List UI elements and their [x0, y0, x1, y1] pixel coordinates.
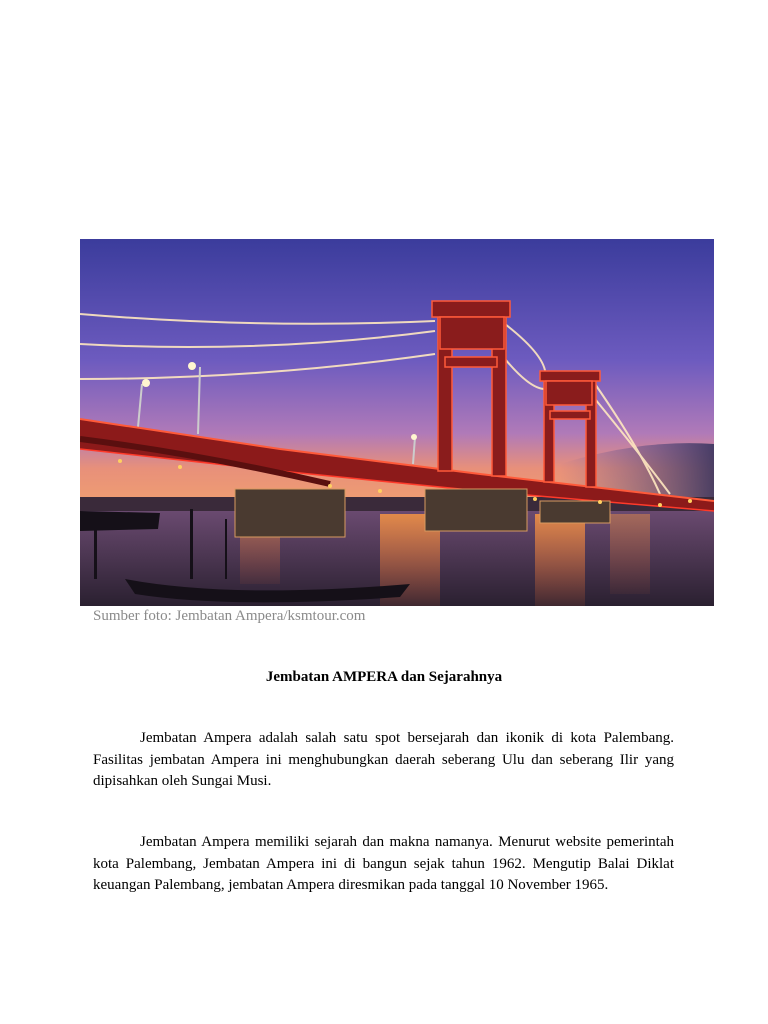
article-title: Jembatan AMPERA dan Sejarahnya	[265, 669, 503, 685]
photo-caption: Sumber foto: Jembatan Ampera/ksmtour.com	[93, 608, 366, 624]
paragraph-2: Jembatan Ampera memiliki sejarah dan makna namanya. Menurut website pemerintah kota Palembang, Jembatan Ampera ini di bangun sejak tahun 1962. Mengutip Balai Diklat keuangan Palembang, jembatan Ampera diresmikan pada tanggal 10 November 1965.	[93, 834, 674, 893]
bridge-photo	[80, 239, 714, 606]
paragraph-1: Jembatan Ampera adalah salah satu spot bersejarah dan ikonik di kota Palembang. Fasilitas jembatan Ampera ini menghubungkan daerah seberang Ulu dan seberang Ilir yang dipisahkan oleh Sungai Musi.	[93, 730, 674, 789]
